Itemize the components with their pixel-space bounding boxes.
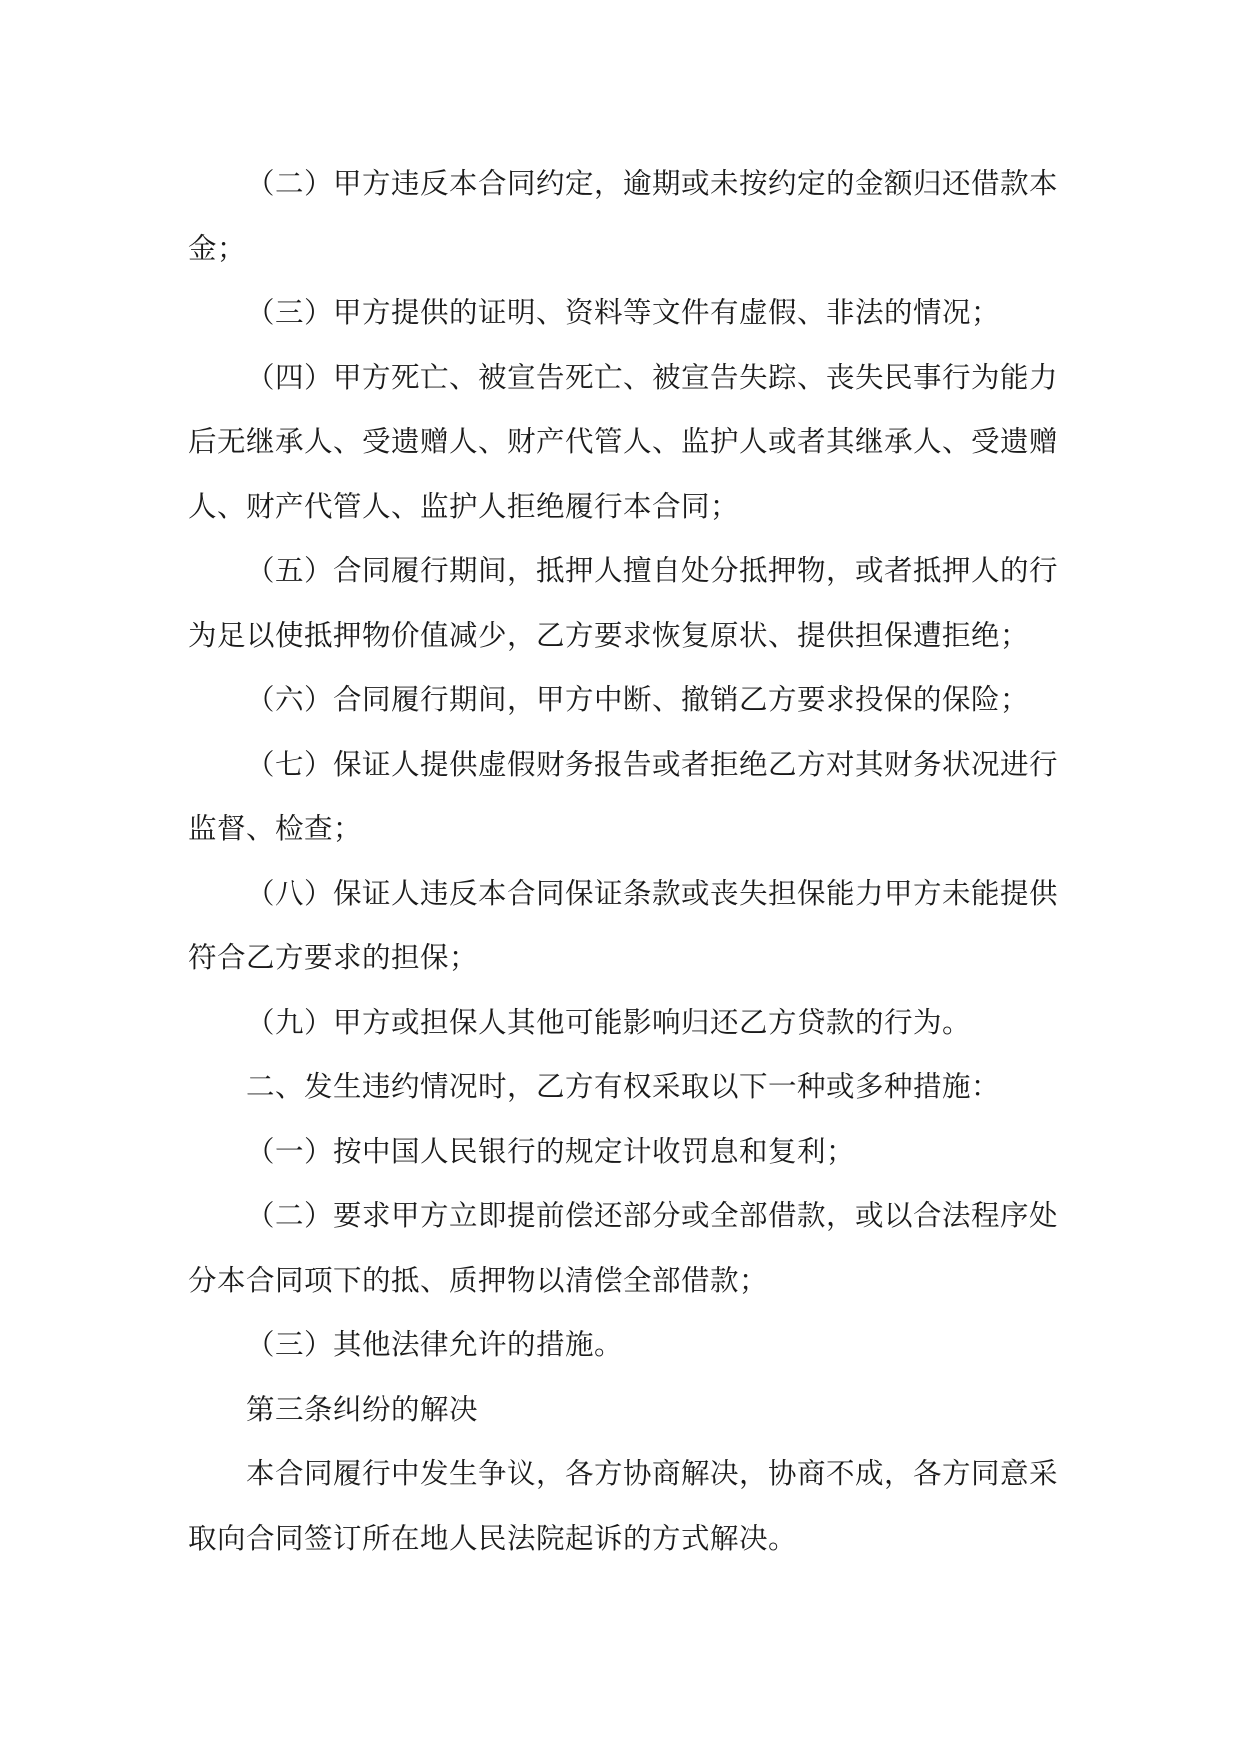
paragraph-clause-2-item-2: （二）甲方违反本合同约定，逾期或未按约定的金额归还借款本金； <box>188 167 1059 265</box>
paragraph-measure-1: （一）按中国人民银行的规定计收罚息和复利； <box>246 1134 856 1168</box>
paragraph-section-2-heading: 二、发生违约情况时，乙方有权采取以下一种或多种措施： <box>246 1070 1001 1103</box>
document-body <box>188 152 1058 1571</box>
article-3-heading: 第三条纠纷的解决 <box>246 1392 479 1426</box>
paragraph-measure-3: （三）其他法律允许的措施。 <box>246 1328 624 1361</box>
paragraph-clause-2-item-3: （三）甲方提供的证明、资料等文件有虚假、非法的情况； <box>246 296 1001 329</box>
paragraph-clause-2-item-9: （九）甲方或担保人其他可能影响归还乙方贷款的行为。 <box>246 1005 972 1039</box>
paragraph-clause-2-item-7: （七）保证人提供虚假财务报告或者拒绝乙方对其财务状况进行监督、检查； <box>188 747 1059 845</box>
paragraph-clause-2-item-5: （五）合同履行期间，抵押人擅自处分抵押物，或者抵押人的行为足以使抵押物价值减少，乙方要求恢复原状、提供担保遭拒绝； <box>188 554 1059 652</box>
paragraph-clause-2-item-4: （四）甲方死亡、被宣告死亡、被宣告失踪、丧失民事行为能力后无继承人、受遗赠人、财产代管人、监护人或者其继承人、受遗赠人、财产代管人、监护人拒绝履行本合同； <box>188 360 1059 523</box>
paragraph-measure-2: （二）要求甲方立即提前偿还部分或全部借款，或以合法程序处分本合同项下的抵、质押物以清偿全部借款； <box>188 1199 1059 1297</box>
paragraph-dispute-resolution: 本合同履行中发生争议，各方协商解决，协商不成，各方同意采取向合同签订所在地人民法院起诉的方式解决。 <box>188 1457 1059 1555</box>
paragraph-clause-2-item-8: （八）保证人违反本合同保证条款或丧失担保能力甲方未能提供符合乙方要求的担保； <box>188 876 1059 974</box>
paragraph-clause-2-item-6: （六）合同履行期间，甲方中断、撤销乙方要求投保的保险； <box>246 683 1030 716</box>
